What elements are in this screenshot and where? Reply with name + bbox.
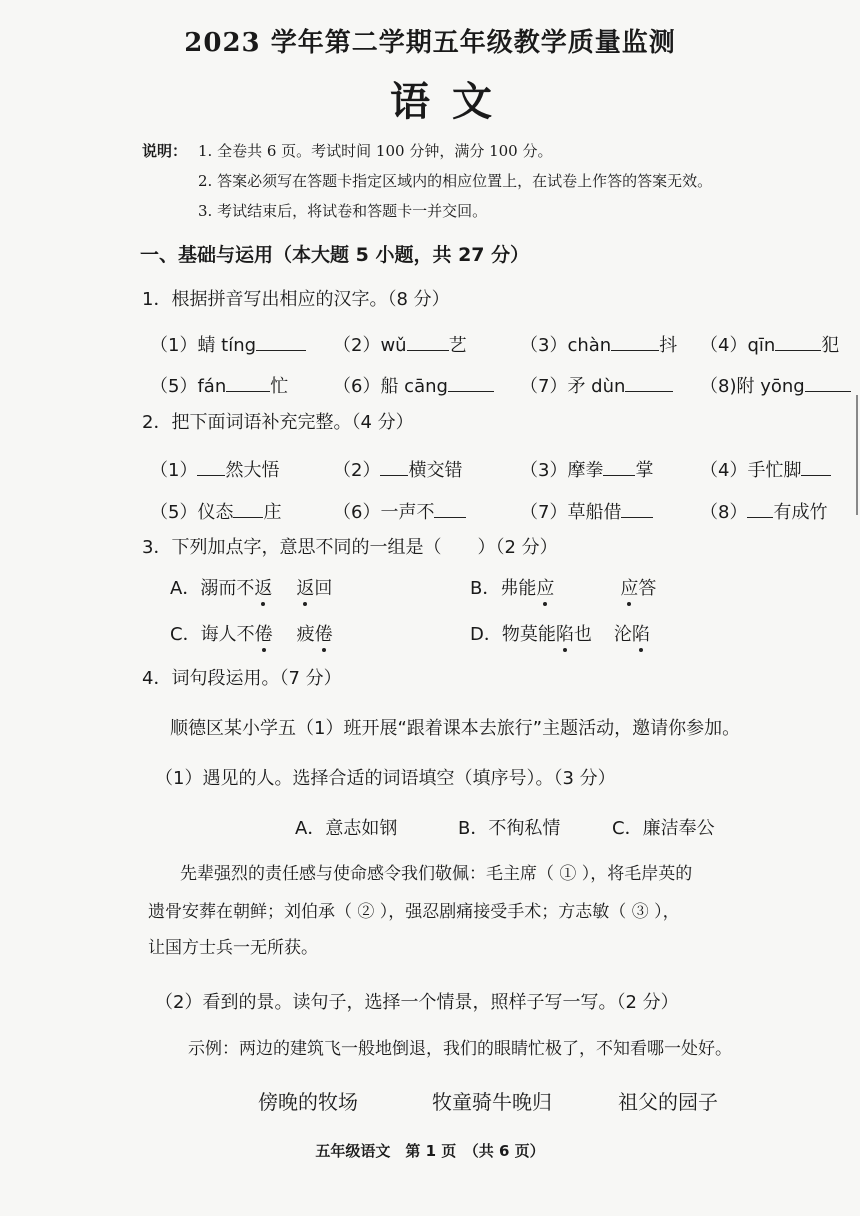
answer-blank[interactable] [625, 390, 673, 392]
q4-paragraph-line: 先辈强烈的责任感与使命感令我们敬佩：毛主席（ ① ），将毛岸英的 [180, 864, 693, 884]
option-word: 沦陷 [613, 624, 650, 645]
q2-item-1 [150, 456, 279, 482]
answer-blank[interactable] [621, 516, 653, 518]
q3-option-a[interactable] [170, 574, 332, 600]
instructions-label: 说明： [142, 142, 188, 160]
q1-item-3 [520, 331, 677, 357]
q1-item-text: （4）qīn [700, 335, 776, 356]
q3-option-c[interactable] [170, 620, 333, 646]
q1-item-text: （2）wǔ [333, 335, 407, 356]
option-phrase: 物莫能陷也 [501, 624, 592, 645]
instruction-item: 1. 全卷共 6 页。考试时间 100 分钟，满分 100 分。 [198, 142, 553, 160]
q4-example: 示例：两边的建筑飞一般地倒退，我们的眼睛忙极了，不知看哪一处好。 [188, 1039, 732, 1059]
q2-item-suffix: 掌 [635, 460, 654, 481]
section-title: 一、基础与运用（本大题 5 小题，共 27 分） [140, 244, 530, 266]
answer-blank[interactable] [775, 349, 821, 351]
answer-blank[interactable] [256, 349, 306, 351]
q2-item-3 [520, 456, 653, 482]
q2-item-8 [700, 498, 827, 524]
q3-option-d[interactable] [470, 620, 650, 646]
question-1-prompt: 1．根据拼音写出相应的汉字。（8 分） [142, 289, 450, 310]
q1-item-5 [150, 372, 288, 398]
q1-item-text: （3）chàn [520, 335, 612, 356]
q2-item-text: （4）手忙脚 [700, 460, 802, 481]
q2-item-2 [333, 456, 462, 482]
q2-item-suffix: 庄 [263, 502, 282, 523]
option-label: C． [170, 624, 201, 645]
exam-title: 2023 学年第二学期五年级教学质量监测 [184, 28, 676, 58]
q1-item-suffix: 犯 [821, 335, 840, 356]
q2-item-text: （6）一声不 [333, 502, 435, 523]
option-label: B． [470, 578, 501, 599]
option-label: D． [470, 624, 502, 645]
q4-intro: 顺德区某小学五（1）班开展“跟着课本去旅行”主题活动，邀请你参加。 [170, 718, 741, 739]
answer-blank[interactable] [747, 516, 773, 518]
page-footer: 五年级语文 第 1 页 （共 6 页） [315, 1142, 545, 1160]
answer-blank[interactable] [603, 474, 635, 476]
option-label: A． [170, 578, 201, 599]
q1-item-suffix: 忙 [270, 376, 289, 397]
q2-item-text: （2） [333, 460, 381, 481]
q2-item-5 [150, 498, 281, 524]
option-phrase: 溺而不返 [200, 578, 273, 599]
q2-item-text: （3）摩拳 [520, 460, 604, 481]
q4-paragraph-line: 遗骨安葬在朝鲜；刘伯承（ ② ），强忍剧痛接受手术；方志敏（ ③ ）， [148, 902, 680, 922]
q4-scene-3: 祖父的园子 [618, 1090, 718, 1114]
q2-item-text: （1） [150, 460, 198, 481]
instruction-item: 3. 考试结束后，将试卷和答题卡一并交回。 [198, 202, 488, 220]
answer-blank[interactable] [611, 349, 659, 351]
q2-item-suffix: 然大悟 [225, 460, 280, 481]
q2-item-4 [700, 456, 831, 482]
answer-blank[interactable] [233, 516, 263, 518]
q4-scene-1: 傍晚的牧场 [258, 1090, 358, 1114]
answer-blank[interactable] [805, 390, 851, 392]
question-2-prompt: 2．把下面词语补充完整。（4 分） [142, 412, 414, 433]
q4-sub2-prompt: （2）看到的景。读句子，选择一个情景，照样子写一写。（2 分） [155, 992, 679, 1013]
q1-item-text: （5）fán [150, 376, 227, 397]
answer-blank[interactable] [801, 474, 831, 476]
answer-blank[interactable] [197, 474, 225, 476]
q1-item-text: （1）蜻 tíng [150, 335, 257, 356]
q4-scene-2: 牧童骑牛晚归 [432, 1090, 552, 1114]
q2-item-text: （7）草船借 [520, 502, 622, 523]
q1-item-suffix: 抖 [659, 335, 678, 356]
option-word: 应答 [620, 578, 657, 599]
q1-item-text: （8)附 yōng [700, 376, 805, 397]
q4-choice-b: B．不徇私情 [458, 818, 561, 839]
q4-choice-c: C．廉洁奉公 [612, 818, 715, 839]
instruction-item: 2. 答案必须写在答题卡指定区域内的相应位置上，在试卷上作答的答案无效。 [198, 172, 713, 190]
q2-item-text: （8） [700, 502, 748, 523]
answer-blank[interactable] [407, 349, 449, 351]
q4-paragraph-line: 让国方士兵一无所获。 [148, 938, 318, 958]
q1-item-8 [700, 372, 851, 398]
q2-item-7 [520, 498, 653, 524]
option-phrase: 弗能应 [500, 578, 555, 599]
q2-item-suffix: 有成竹 [773, 502, 828, 523]
q1-item-suffix: 艺 [448, 335, 467, 356]
q2-item-suffix: 横交错 [408, 460, 463, 481]
question-3-prompt: 3．下列加点字，意思不同的一组是（ ）（2 分） [142, 537, 558, 558]
answer-blank[interactable] [448, 390, 494, 392]
answer-blank[interactable] [226, 390, 270, 392]
option-phrase: 诲人不倦 [200, 624, 273, 645]
subject-title: 语文 [390, 78, 514, 125]
q1-item-2 [333, 331, 467, 357]
question-4-prompt: 4．词句段运用。（7 分） [142, 668, 342, 689]
scan-edge-line [856, 395, 858, 515]
answer-blank[interactable] [380, 474, 408, 476]
q2-item-6 [333, 498, 466, 524]
answer-blank[interactable] [434, 516, 466, 518]
q4-choice-a: A．意志如钢 [295, 818, 398, 839]
q1-item-7 [520, 372, 673, 398]
q1-item-text: （7）矛 dùn [520, 376, 626, 397]
q3-option-b[interactable] [470, 574, 656, 600]
q4-sub1-prompt: （1）遇见的人。选择合适的词语填空（填序号）。（3 分） [155, 768, 616, 789]
q1-item-4 [700, 331, 839, 357]
q2-item-text: （5）仪态 [150, 502, 234, 523]
q1-item-1 [150, 331, 306, 357]
option-word: 疲倦 [296, 624, 333, 645]
q1-item-text: （6）船 cāng [333, 376, 448, 397]
option-word: 返回 [296, 578, 333, 599]
q1-item-6 [333, 372, 494, 398]
